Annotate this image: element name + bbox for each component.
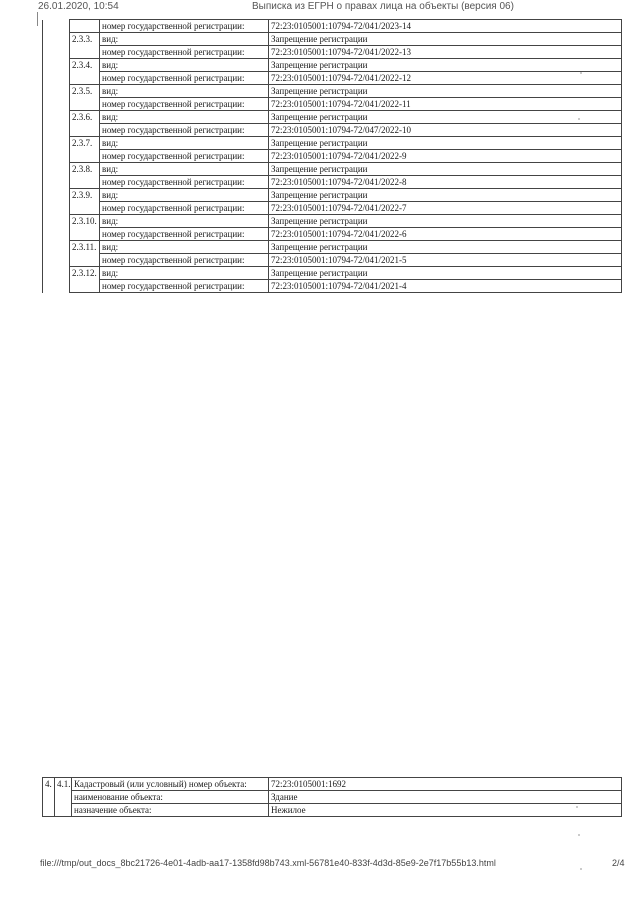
field-label: номер государственной регистрации: [100, 98, 269, 111]
section-column-cell [43, 137, 70, 150]
section-column-cell [43, 254, 70, 267]
section-column-cell [43, 280, 70, 293]
section-column-cell [43, 85, 70, 98]
field-value: 72:23:0105001:10794-72/041/2022-9 [269, 150, 622, 163]
field-value: 72:23:0105001:10794-72/041/2022-12 [269, 72, 622, 85]
scan-speck [576, 806, 578, 808]
field-label: вид: [100, 163, 269, 176]
object-field-label: назначение объекта: [72, 804, 269, 817]
field-label: вид: [100, 215, 269, 228]
encumbrance-number: 2.3.8. [70, 163, 100, 189]
field-label: номер государственной регистрации: [100, 176, 269, 189]
object-row [43, 778, 622, 791]
field-label: номер государственной регистрации: [100, 46, 269, 59]
section-column-cell [43, 228, 70, 241]
page-number: 2/4 [612, 858, 625, 868]
scan-speck [580, 72, 582, 74]
encumbrance-row [43, 72, 622, 85]
section-column-cell [43, 189, 70, 202]
encumbrance-row [43, 189, 622, 202]
encumbrance-row [43, 124, 622, 137]
section-column-cell [43, 215, 70, 228]
section-column-cell [43, 241, 70, 254]
encumbrance-row [43, 241, 622, 254]
field-label: вид: [100, 111, 269, 124]
scan-speck [580, 868, 582, 870]
encumbrance-row [43, 111, 622, 124]
encumbrance-number: 2.3.5. [70, 85, 100, 111]
field-value: 72:23:0105001:10794-72/041/2023-14 [269, 20, 622, 33]
field-label: вид: [100, 59, 269, 72]
section-column-cell [43, 267, 70, 280]
section-column-cell [43, 124, 70, 137]
field-label: номер государственной регистрации: [100, 72, 269, 85]
field-value: 72:23:0105001:10794-72/041/2022-13 [269, 46, 622, 59]
encumbrance-row [43, 137, 622, 150]
encumbrance-row [43, 85, 622, 98]
scan-speck [578, 118, 580, 120]
section-column-cell [43, 59, 70, 72]
object-section-number: 4. [43, 778, 55, 817]
field-value: 72:23:0105001:10794-72/041/2022-7 [269, 202, 622, 215]
print-datetime: 26.01.2020, 10:54 [38, 1, 119, 12]
field-value: 72:23:0105001:10794-72/041/2022-6 [269, 228, 622, 241]
encumbrance-row [43, 280, 622, 293]
encumbrance-row [43, 176, 622, 189]
encumbrance-row [43, 46, 622, 59]
field-value: Запрещение регистрации [269, 111, 622, 124]
section-column-cell [43, 163, 70, 176]
field-label: номер государственной регистрации: [100, 124, 269, 137]
encumbrance-table [42, 19, 622, 293]
section-column-cell [43, 150, 70, 163]
margin-tick [37, 12, 38, 26]
section-column-cell [43, 20, 70, 33]
object-subsection-number: 4.1. [55, 778, 72, 817]
encumbrance-number [70, 20, 100, 33]
field-value: Запрещение регистрации [269, 189, 622, 202]
field-value: Запрещение регистрации [269, 85, 622, 98]
field-label: вид: [100, 137, 269, 150]
encumbrance-row [43, 33, 622, 46]
encumbrance-row [43, 202, 622, 215]
encumbrance-number: 2.3.4. [70, 59, 100, 85]
field-value: 72:23:0105001:10794-72/041/2021-4 [269, 280, 622, 293]
field-value: Запрещение регистрации [269, 59, 622, 72]
encumbrance-row [43, 98, 622, 111]
encumbrance-number: 2.3.6. [70, 111, 100, 137]
field-value: Запрещение регистрации [269, 137, 622, 150]
encumbrance-number: 2.3.7. [70, 137, 100, 163]
object-field-value: 72:23:0105001:1692 [269, 778, 622, 791]
field-value: 72:23:0105001:10794-72/041/2022-11 [269, 98, 622, 111]
field-value: Запрещение регистрации [269, 163, 622, 176]
encumbrance-row [43, 228, 622, 241]
field-label: вид: [100, 241, 269, 254]
field-value: Запрещение регистрации [269, 215, 622, 228]
object-field-label: наименование объекта: [72, 791, 269, 804]
field-label: вид: [100, 267, 269, 280]
field-label: номер государственной регистрации: [100, 202, 269, 215]
field-label: номер государственной регистрации: [100, 20, 269, 33]
field-value: Запрещение регистрации [269, 33, 622, 46]
field-value: 72:23:0105001:10794-72/041/2021-5 [269, 254, 622, 267]
object-row [43, 804, 622, 817]
encumbrance-row [43, 267, 622, 280]
encumbrance-table-body [43, 20, 622, 293]
document-title: Выписка из ЕГРН о правах лица на объекты (версия 06) [252, 1, 514, 12]
encumbrance-number: 2.3.11. [70, 241, 100, 267]
section-column-cell [43, 176, 70, 189]
section-column-cell [43, 46, 70, 59]
field-label: вид: [100, 33, 269, 46]
encumbrance-number: 2.3.9. [70, 189, 100, 215]
object-field-label: Кадастровый (или условный) номер объекта: [72, 778, 269, 791]
section-column-cell [43, 72, 70, 85]
object-field-value: Нежилое [269, 804, 622, 817]
encumbrance-row [43, 215, 622, 228]
encumbrance-number: 2.3.10. [70, 215, 100, 241]
section-column-cell [43, 33, 70, 46]
field-value: 72:23:0105001:10794-72/047/2022-10 [269, 124, 622, 137]
field-value: Запрещение регистрации [269, 267, 622, 280]
encumbrance-number: 2.3.12. [70, 267, 100, 293]
object-field-value: Здание [269, 791, 622, 804]
field-label: номер государственной регистрации: [100, 280, 269, 293]
file-path: file:///tmp/out_docs_8bc21726-4e01-4adb-aa17-1358fd98b743.xml-56781e40-833f-4d3d-85e9-2e7f17b55b13.html [40, 858, 496, 868]
section-column-cell [43, 98, 70, 111]
field-label: вид: [100, 85, 269, 98]
field-label: номер государственной регистрации: [100, 150, 269, 163]
field-label: номер государственной регистрации: [100, 254, 269, 267]
field-value: Запрещение регистрации [269, 241, 622, 254]
field-label: номер государственной регистрации: [100, 228, 269, 241]
object-table [42, 777, 622, 817]
encumbrance-row [43, 59, 622, 72]
encumbrance-row [43, 163, 622, 176]
field-value: 72:23:0105001:10794-72/041/2022-8 [269, 176, 622, 189]
scan-speck [578, 834, 580, 836]
encumbrance-row [43, 254, 622, 267]
object-row [43, 791, 622, 804]
field-label: вид: [100, 189, 269, 202]
encumbrance-row [43, 20, 622, 33]
encumbrance-number: 2.3.3. [70, 33, 100, 59]
encumbrance-row [43, 150, 622, 163]
section-column-cell [43, 111, 70, 124]
section-column-cell [43, 202, 70, 215]
